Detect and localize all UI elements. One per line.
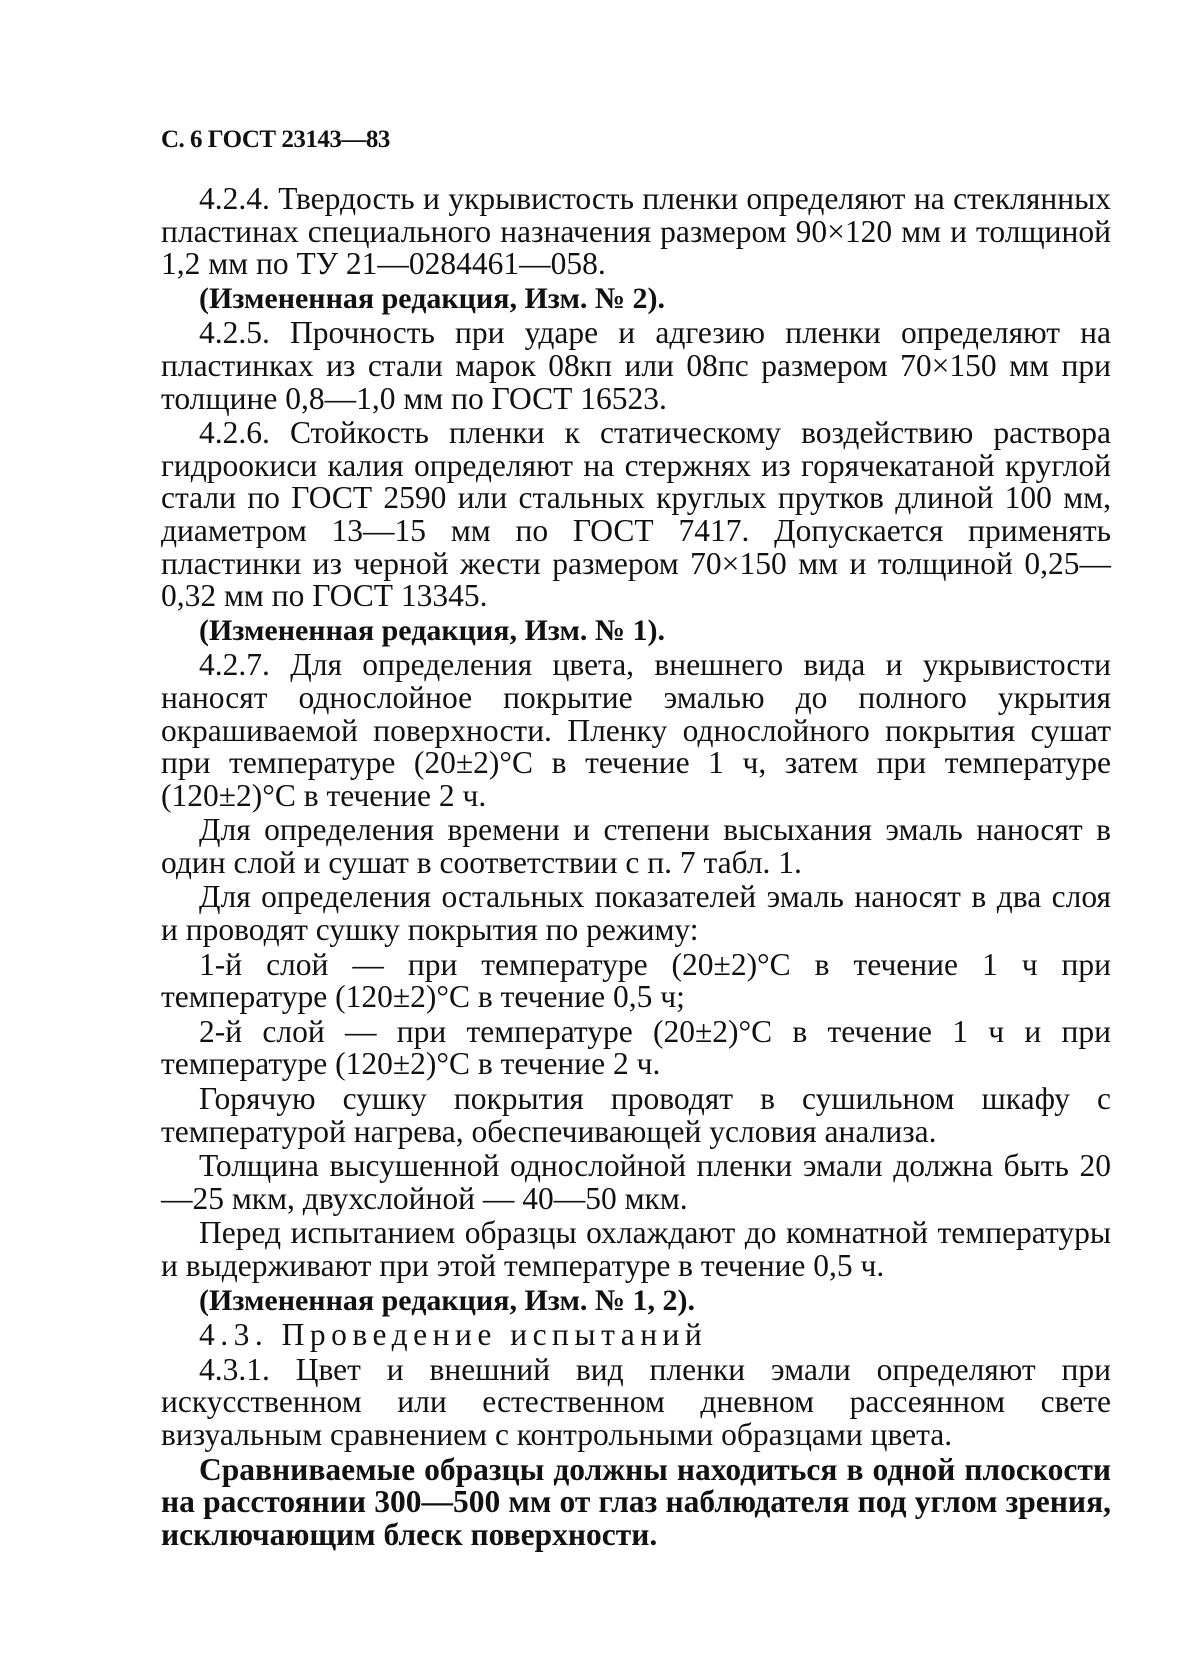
amendment-note: (Измененная редакция, Изм. № 1). bbox=[199, 613, 666, 647]
paragraph-comparison: Сравниваемые образцы должны находиться в одной плоскости на расстоянии 300—500 мм от глаз наблюдателя под углом зрения, исключающим блеск поверхности. bbox=[161, 1451, 1111, 1552]
paragraph-cooling: Перед испытанием образцы охлаждают до комнатной температуры и выдерживают при этой температуре в течение 0,5 ч. bbox=[161, 1215, 1111, 1283]
paragraph-4-2-4: 4.2.4. Твердость и укрывистость пленки определяют на стеклянных пластинах специального назначения размером 90×120 мм и толщиной 1,2 мм по ТУ 21—0284461—058. bbox=[161, 181, 1111, 282]
paragraph-drying-time: Для определения времени и степени высыхания эмаль наносят в один слой и сушат в соответствии с п. 7 табл. 1. bbox=[161, 812, 1111, 880]
paragraph-4-2-7: 4.2.7. Для определения цвета, внешнего вида и укрывистости наносят однослойное покрытие эмалью до полного укрытия окрашиваемой поверхности. Пленку однослойного покрытия сушат при температуре (20±2)°С в течение 1 ч, затем при температуре (120±2)°С в течение 2 ч. bbox=[161, 647, 1111, 813]
paragraph-4-3-1: 4.3.1. Цвет и внешний вид пленки эмали определяют при искусственном или естественном дневном рассеянном свете визуальным сравнением с контрольными образцами цвета. bbox=[161, 1351, 1111, 1452]
paragraph-thickness: Толщина высушенной однослойной пленки эмали должна быть 20—25 мкм, двухслойной — 40—50 мкм. bbox=[161, 1148, 1111, 1216]
paragraph-4-2-5: 4.2.5. Прочность при ударе и адгезию пленки определяют на пластинках из стали марок 08кп или 08пс размером 70×150 мм при толщине 0,8—1,0 мм по ГОСТ 16523. bbox=[161, 315, 1111, 416]
section-heading-4-3: 4.3. Проведение испытаний bbox=[199, 1317, 708, 1353]
paragraph-4-2-6: 4.2.6. Стойкость пленки к статическому воздействию раствора гидроокиси калия определяют на стержнях из горячекатаной круглой стали по ГОСТ 2590 или стальных круглых прутков длиной 100 мм, диаметром 13—15 мм по ГОСТ 7417. Допускается применять пластинки из черной жести размером 70×150 мм и толщиной 0,25—0,32 мм по ГОСТ 13345. bbox=[161, 415, 1111, 614]
document-body bbox=[161, 183, 1111, 1553]
paragraph-two-layers: Для определения остальных показателей эмаль наносят в два слоя и проводят сушку покрытия по режиму: bbox=[161, 879, 1111, 948]
paragraph-hot-drying: Горячую сушку покрытия проводят в сушильном шкафу с температурой нагрева, обеспечивающей условия анализа. bbox=[161, 1081, 1111, 1149]
paragraph-second-layer: 2-й слой — при температуре (20±2)°С в течение 1 ч и при температуре (120±2)°С в течение 2 ч. bbox=[161, 1013, 1111, 1082]
page-header: С. 6 ГОСТ 23143—83 bbox=[161, 126, 390, 153]
amendment-note: (Измененная редакция, Изм. № 2). bbox=[199, 281, 666, 315]
amendment-note: (Измененная редакция, Изм. № 1, 2). bbox=[199, 1283, 696, 1317]
paragraph-first-layer: 1-й слой — при температуре (20±2)°С в течение 1 ч при температуре (120±2)°С в течение 0,5 ч; bbox=[161, 946, 1111, 1015]
